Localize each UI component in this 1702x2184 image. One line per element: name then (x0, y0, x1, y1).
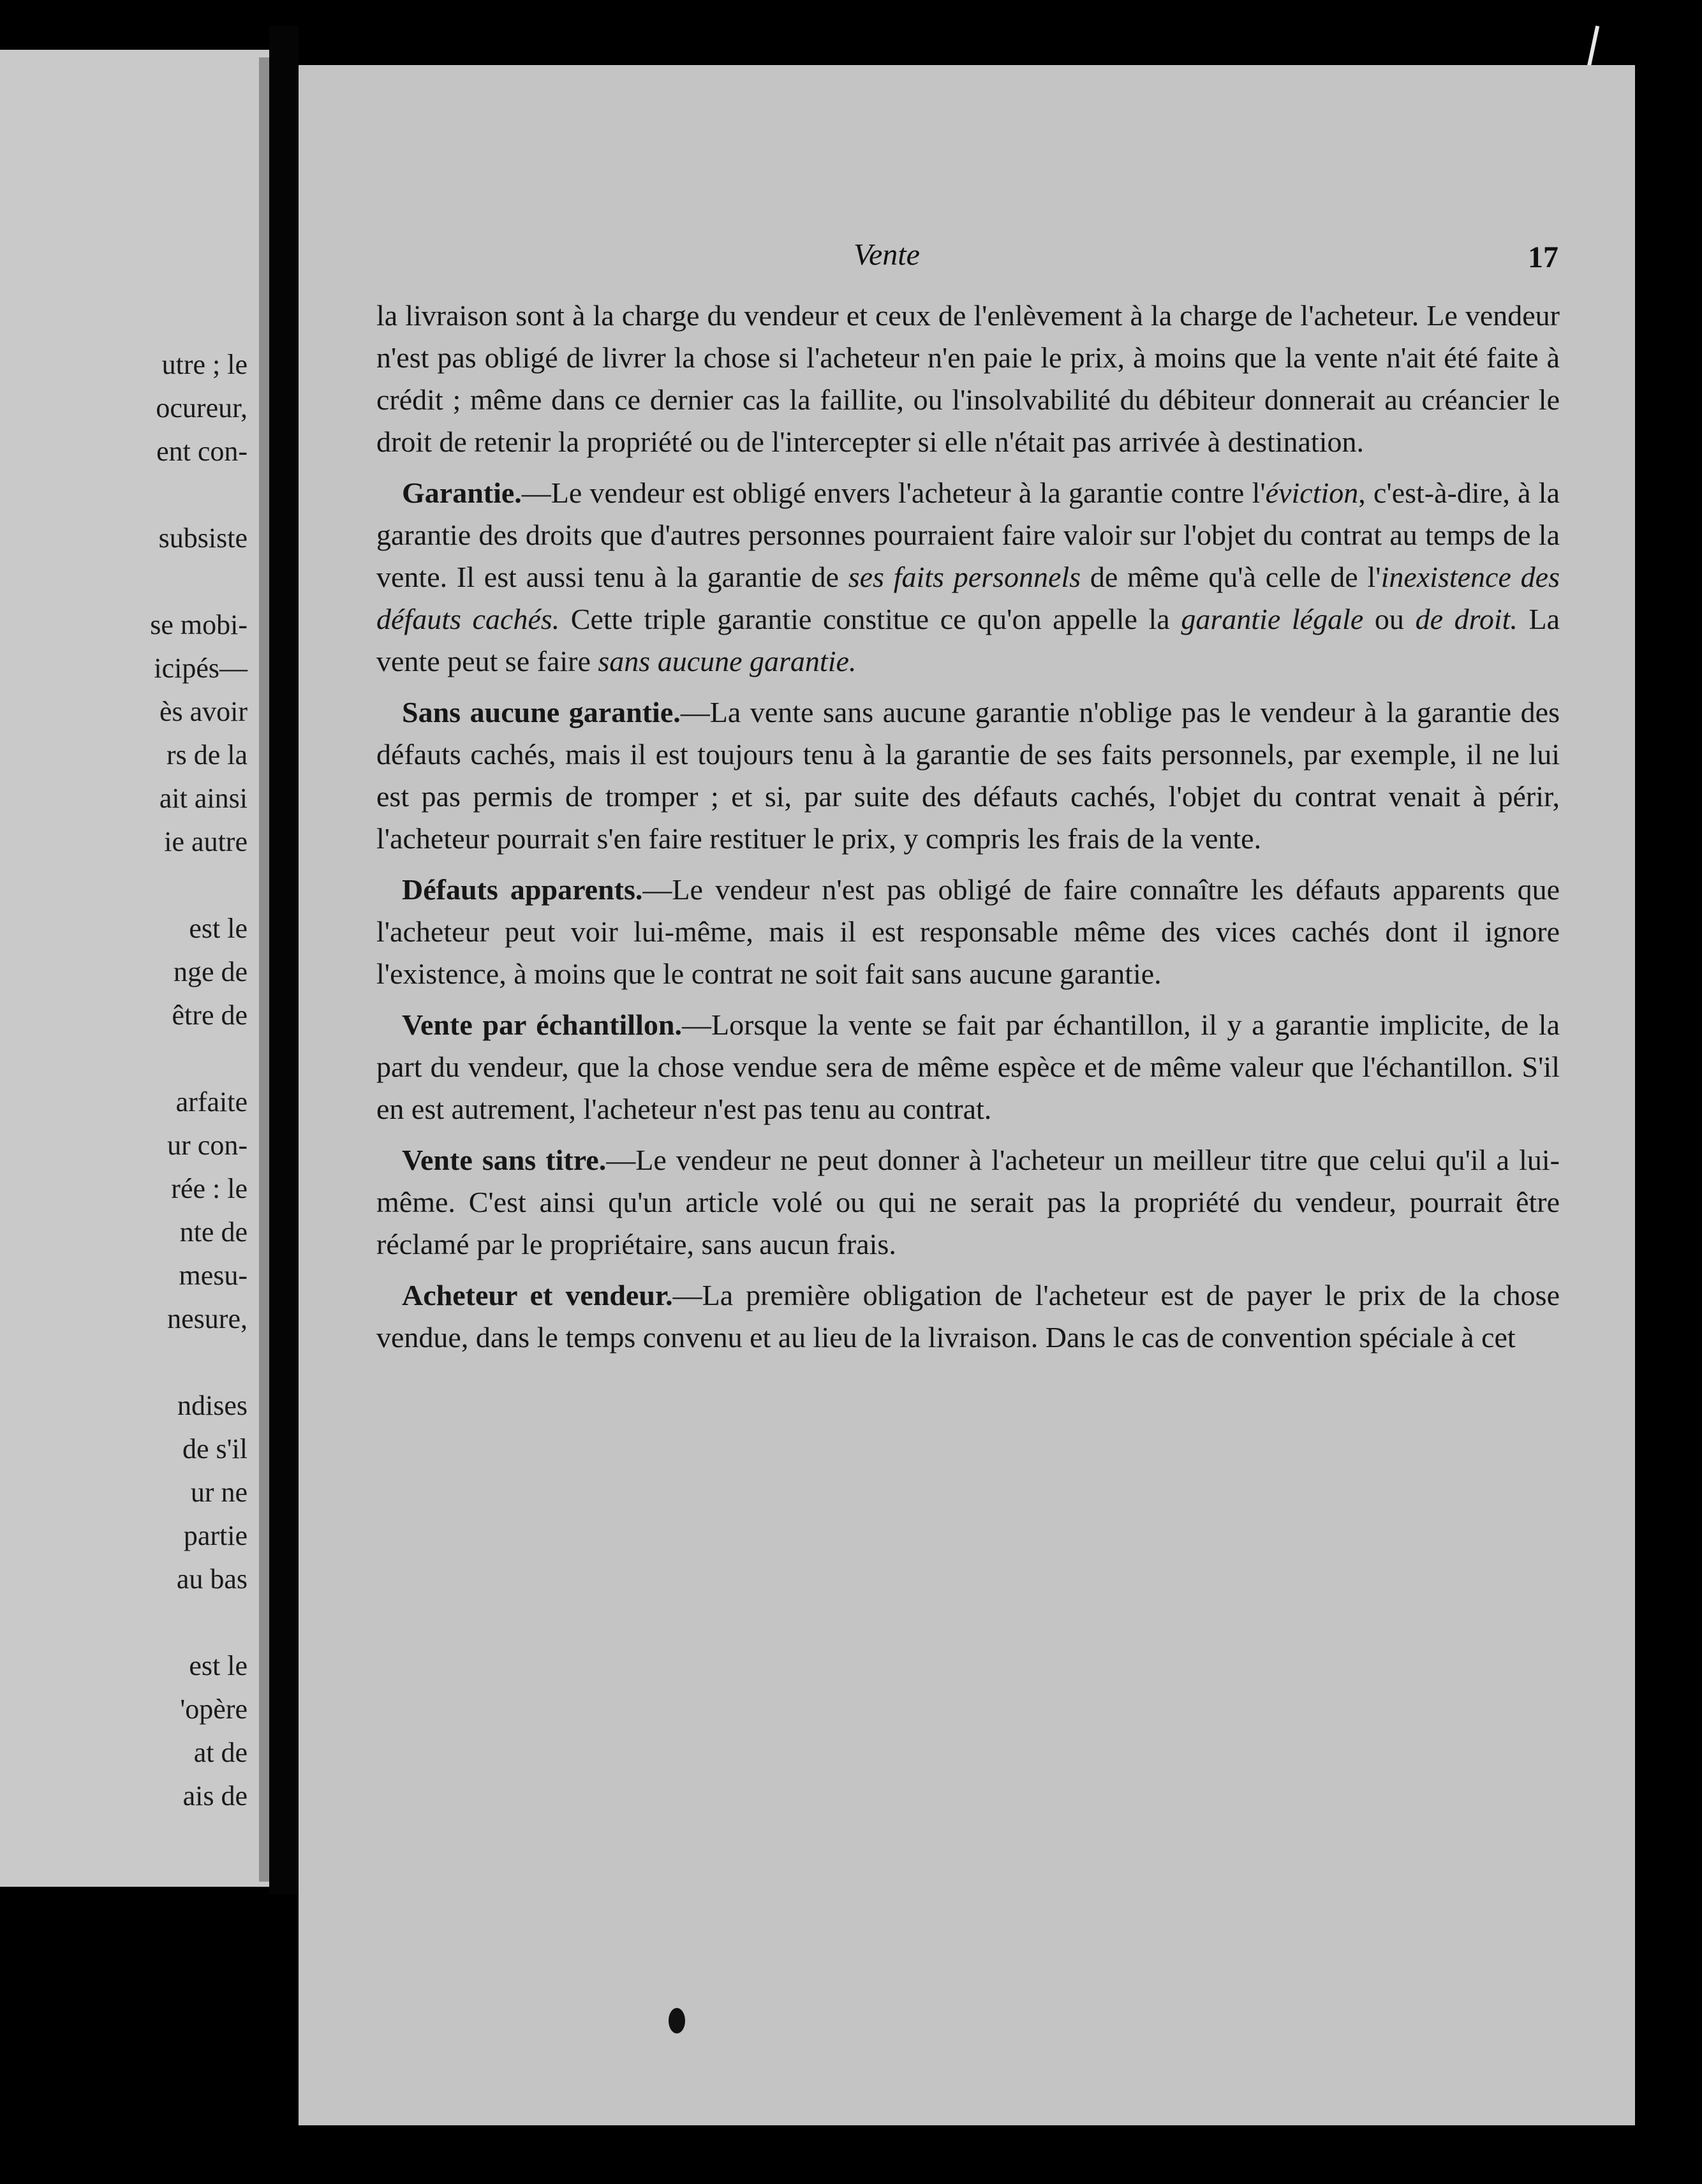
paragraph-text: —La vente sans aucune garantie n'oblige pas le vendeur à la garantie des défauts cachés, mais il est toujours tenu à la garantie de ses faits personnels, par exemple, il ne lui est pas permis de tromper ; et si, par suite des défauts cachés, l'objet du contrat venait à périr, l'acheteur pourrait s'en faire restituer le prix, y compris les frais de la vente. (376, 696, 1560, 855)
section-heading: Défauts apparents. (402, 873, 643, 906)
facing-page-edge (259, 57, 269, 1882)
facing-page-line: ie autre (164, 826, 248, 857)
paragraph-text: La vente peut se faire (376, 603, 1560, 677)
facing-page-line (150, 1341, 248, 1384)
paragraph-text: —Lorsque la vente se fait par échantillon, il y a garantie implicite, de la part du vendeur, que la chose vendue sera de même espèce et de même valeur que l'échantillon. S'il en est autrement, l'acheteur n'est pas tenu au contrat. (376, 1008, 1560, 1125)
section-heading: Acheteur et vendeur. (402, 1279, 673, 1311)
facing-page-line: de s'il (182, 1433, 248, 1465)
facing-page-line: 'opère (180, 1693, 248, 1725)
facing-page-line (150, 1037, 248, 1081)
facing-page-line: être de (172, 1000, 248, 1031)
facing-page-line: subsiste (158, 522, 248, 554)
italic-term: ses faits personnels (848, 561, 1081, 593)
facing-page-line: nesure, (167, 1303, 248, 1334)
paragraph-text: , c'est-à-dire, à la garantie des droits que d'autres personnes pourraient faire valoir sur l'objet du contrat au temps de la vente. Il est aussi tenu à la garantie de (376, 476, 1560, 593)
facing-page-line (150, 864, 248, 907)
facing-page-line: nte de (179, 1216, 248, 1248)
italic-term: inexistence des défauts cachés. (376, 561, 1560, 635)
section-heading: Vente par échantillon. (402, 1008, 682, 1041)
facing-page-fragment (0, 50, 269, 1887)
facing-page-line: se mobi- (150, 609, 248, 640)
italic-term: éviction (1265, 476, 1359, 509)
facing-page-line: rs de la (166, 739, 248, 771)
paragraph-text: la livraison sont à la charge du vendeur et ceux de l'enlèvement à la charge de l'acheteur. Le vendeur n'est pas obligé de livrer la chose si l'acheteur n'en paie le prix, à moins que la vente n'ait été faite à crédit ; même dans ce dernier cas la faillite, ou l'insolvabilité du débiteur donnerait au créancier le droit de retenir la propriété ou de l'intercepter si elle n'était pas arrivée à destination. (376, 299, 1560, 458)
facing-page-line: utre ; le (161, 349, 248, 380)
ink-spot (669, 2008, 685, 2033)
paragraph-text: —Le vendeur est obligé envers l'acheteur à la garantie contre l' (521, 476, 1266, 509)
italic-term: de droit. (1415, 603, 1518, 635)
film-scratch (1587, 26, 1599, 70)
facing-page-line: arfaite (175, 1086, 248, 1118)
facing-page-line: ur ne (190, 1477, 248, 1508)
section-heading: Vente sans titre. (402, 1144, 607, 1176)
facing-page-line: mesu- (179, 1260, 248, 1291)
facing-page-line: ais de (182, 1780, 248, 1811)
section-heading: Sans aucune garantie. (402, 696, 681, 728)
facing-page-line (150, 560, 248, 603)
facing-page-line: est le (189, 1650, 248, 1681)
facing-page-line: est le (189, 913, 248, 944)
paragraph-text: —Le vendeur n'est pas obligé de faire connaître les défauts apparents que l'acheteur peut voir lui-même, mais il est responsable même des vices cachés dont il ignore l'existence, à moins que le contrat ne soit fait sans aucune garantie. (376, 873, 1560, 990)
paragraph-vente-echantillon (376, 1004, 1560, 1130)
facing-page-line: ès avoir (159, 696, 248, 727)
paragraph-text: —Le vendeur ne peut donner à l'acheteur un meilleur titre que celui qu'il a lui-même. C'est ainsi qu'un article volé ou qui ne serait pas la propriété du vendeur, pourrait être réclamé par le propriétaire, sans aucun frais. (376, 1144, 1560, 1260)
paragraph-defauts-apparents (376, 869, 1560, 995)
italic-term: sans aucune garantie. (598, 645, 857, 677)
running-header (299, 237, 1635, 282)
facing-page-line (150, 1601, 248, 1644)
facing-page-text (150, 343, 248, 1818)
facing-page-line (150, 473, 248, 517)
facing-page-line: ent con- (156, 436, 248, 467)
paragraph-garantie (376, 472, 1560, 682)
book-gutter (269, 26, 299, 1894)
book-page (299, 65, 1635, 2125)
facing-page-line: au bas (176, 1563, 248, 1595)
facing-page-line: ait ainsi (159, 783, 248, 814)
running-title: Vente (854, 238, 920, 272)
facing-page-line: ndises (177, 1390, 248, 1421)
paragraph-vente-sans-titre (376, 1139, 1560, 1265)
page-number: 17 (1528, 240, 1558, 274)
facing-page-line: icipés— (154, 653, 248, 684)
paragraph-text: Cette triple garantie constitue ce qu'on appelle la (559, 603, 1181, 635)
italic-term: garantie légale (1181, 603, 1364, 635)
paragraph-sans-garantie (376, 691, 1560, 860)
paragraph-text: de même qu'à celle de l' (1081, 561, 1381, 593)
facing-page-line: at de (193, 1737, 248, 1768)
paragraph-continuation (376, 295, 1560, 463)
facing-page-line: partie (183, 1520, 248, 1551)
facing-page-line: ocureur, (156, 392, 248, 424)
section-heading: Garantie. (402, 476, 522, 509)
facing-page-line: rée : le (171, 1173, 248, 1204)
paragraph-text: ou (1363, 603, 1416, 635)
facing-page-line: nge de (173, 956, 248, 987)
facing-page-line: ur con- (167, 1130, 248, 1161)
page-body (376, 295, 1560, 1368)
paragraph-text: —La première obligation de l'acheteur est de payer le prix de la chose vendue, dans le temps convenu et au lieu de la livraison. Dans le cas de convention spéciale à cet (376, 1279, 1560, 1354)
paragraph-acheteur-vendeur (376, 1274, 1560, 1359)
